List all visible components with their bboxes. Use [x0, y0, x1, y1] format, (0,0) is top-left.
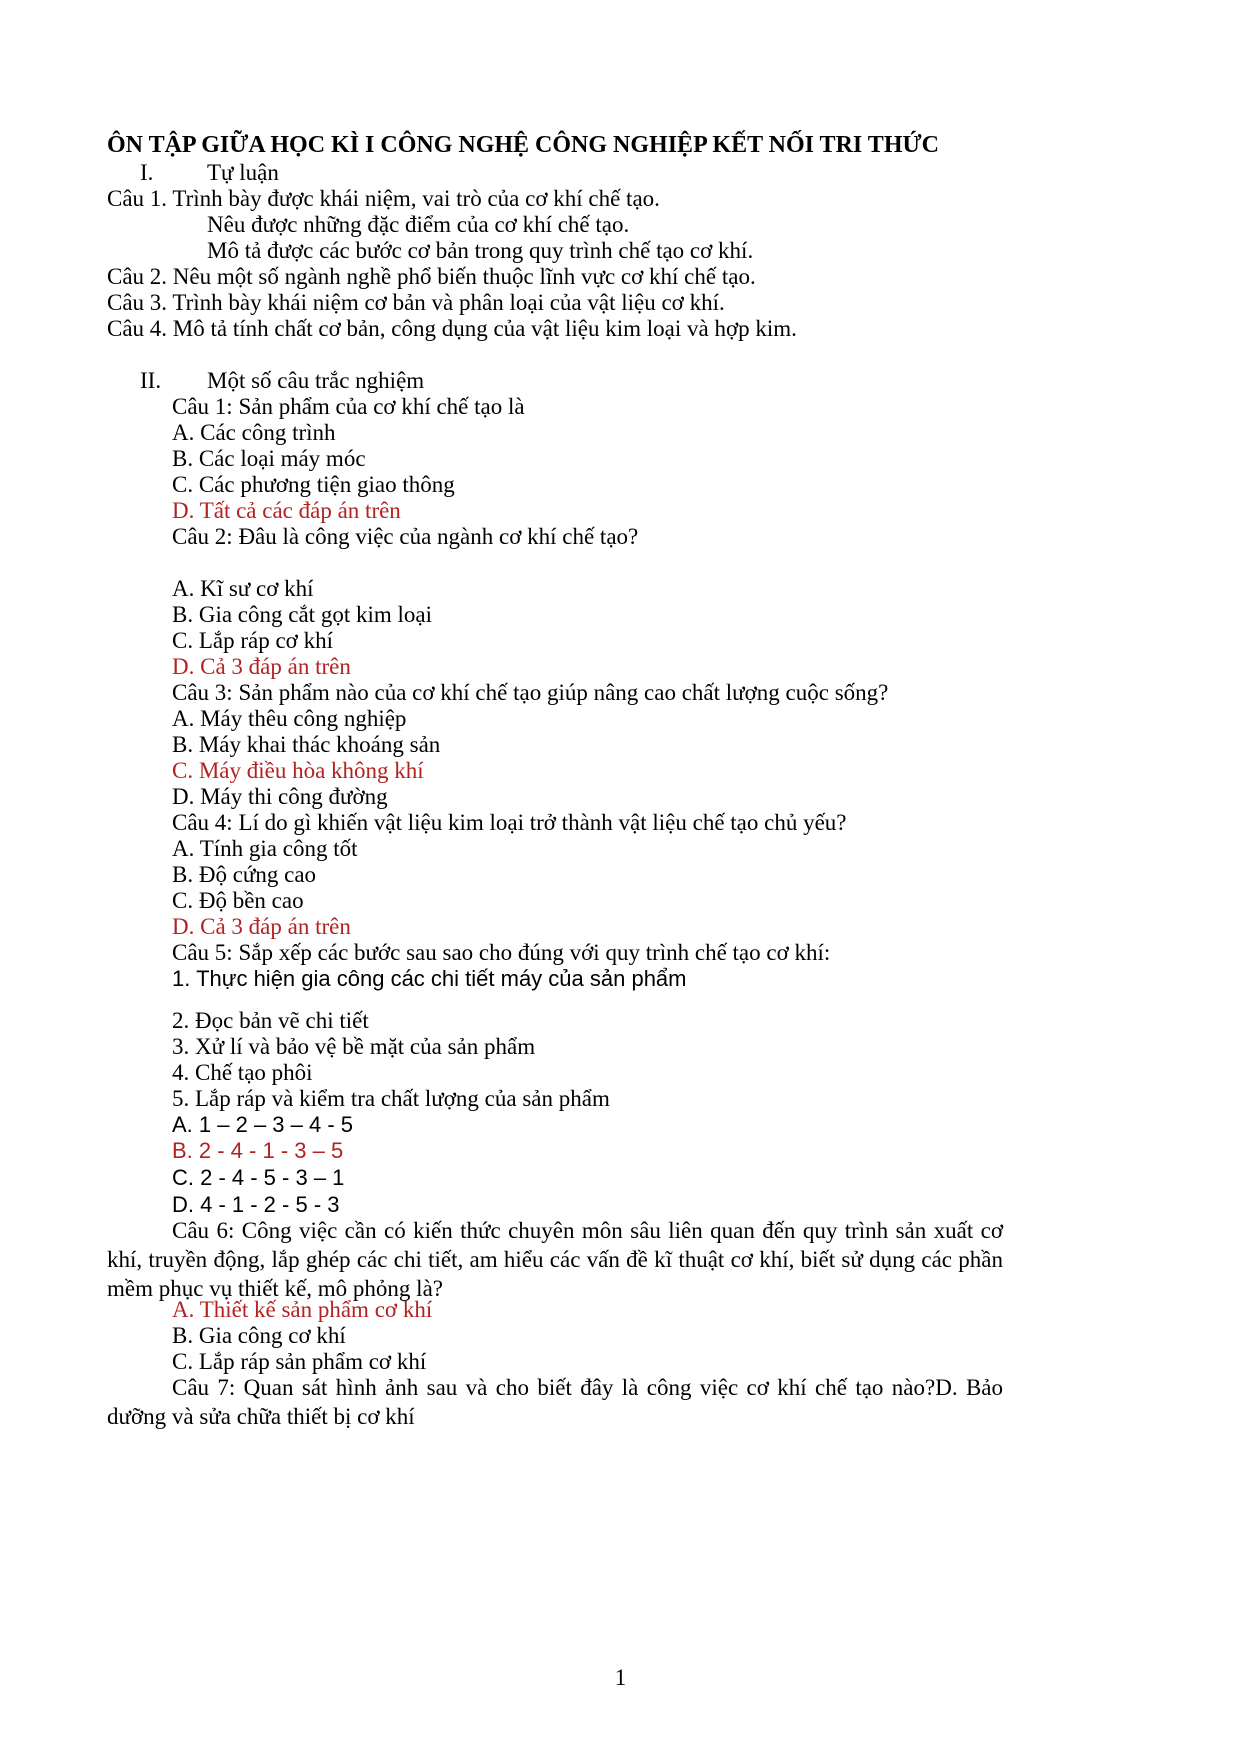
mcq-5-option-d: D. 4 - 1 - 2 - 5 - 3 — [172, 1192, 340, 1217]
mcq-3-question: Câu 3: Sản phẩm nào của cơ khí chế tạo giúp nâng cao chất lượng cuộc sống? — [172, 680, 889, 705]
mcq-3-option-c-correct: C. Máy điều hòa không khí — [172, 758, 424, 783]
mcq-4-option-c: C. Độ bền cao — [172, 888, 304, 913]
essay-question-4: Câu 4. Mô tả tính chất cơ bản, công dụng của vật liệu kim loại và hợp kim. — [107, 316, 797, 341]
mcq-7-question: Câu 7: Quan sát hình ảnh sau và cho biết đây là công việc cơ khí chế tạo nào?D. Bảo dưỡng và sửa chữa thiết bị cơ khí — [107, 1375, 1003, 1429]
essay-question-1: Câu 1. Trình bày được khái niệm, vai trò của cơ khí chế tạo. — [107, 186, 660, 211]
mcq-5-step-3: 3. Xử lí và bảo vệ bề mặt của sản phẩm — [172, 1034, 536, 1059]
mcq-5-question: Câu 5: Sắp xếp các bước sau sao cho đúng với quy trình chế tạo cơ khí: — [172, 940, 831, 965]
essay-question-1-line-3: Mô tả được các bước cơ bản trong quy trình chế tạo cơ khí. — [207, 238, 754, 263]
mcq-6-option-a-correct: A. Thiết kế sản phẩm cơ khí — [172, 1297, 433, 1322]
mcq-6-option-c: C. Lắp ráp sản phẩm cơ khí — [172, 1349, 427, 1374]
mcq-2-question: Câu 2: Đâu là công việc của ngành cơ khí chế tạo? — [172, 524, 639, 549]
mcq-5-step-2: 2. Đọc bản vẽ chi tiết — [172, 1008, 369, 1033]
mcq-3-option-a: A. Máy thêu công nghiệp — [172, 706, 407, 731]
mcq-1-option-c: C. Các phương tiện giao thông — [172, 472, 455, 497]
section-1-numeral: I. — [140, 160, 154, 185]
section-2-heading: Một số câu trắc nghiệm — [207, 368, 425, 393]
mcq-5-option-c: C. 2 - 4 - 5 - 3 – 1 — [172, 1165, 345, 1190]
mcq-2-option-b: B. Gia công cắt gọt kim loại — [172, 602, 432, 627]
mcq-5-step-1: 1. Thực hiện gia công các chi tiết máy của sản phẩm — [172, 966, 687, 991]
mcq-2-option-c: C. Lắp ráp cơ khí — [172, 628, 333, 653]
essay-question-3: Câu 3. Trình bày khái niệm cơ bản và phân loại của vật liệu cơ khí. — [107, 290, 725, 315]
mcq-6-question: Câu 6: Công việc cần có kiến thức chuyên môn sâu liên quan đến quy trình sản xuất cơ khí, truyền động, lắp ghép các chi tiết, am hiểu các vấn đề kĩ thuật cơ khí, biết sử dụng các phần mềm phục vụ thiết kế, mô phỏng là? — [107, 1218, 1003, 1301]
mcq-4-question: Câu 4: Lí do gì khiến vật liệu kim loại trở thành vật liệu chế tạo chủ yếu? — [172, 810, 847, 835]
document-title: ÔN TẬP GIỮA HỌC KÌ I CÔNG NGHỆ CÔNG NGHIỆP KẾT NỐI TRI THỨC — [107, 132, 939, 158]
section-1-heading: Tự luận — [207, 160, 279, 185]
mcq-5-step-4: 4. Chế tạo phôi — [172, 1060, 313, 1085]
essay-question-1-line-2: Nêu được những đặc điểm của cơ khí chế tạo. — [207, 212, 630, 237]
mcq-1-question: Câu 1: Sản phẩm của cơ khí chế tạo là — [172, 394, 525, 419]
mcq-1-option-b: B. Các loại máy móc — [172, 446, 366, 471]
mcq-4-option-a: A. Tính gia công tốt — [172, 836, 358, 861]
mcq-3-option-b: B. Máy khai thác khoáng sản — [172, 732, 441, 757]
mcq-5-step-5: 5. Lắp ráp và kiểm tra chất lượng của sản phẩm — [172, 1086, 610, 1111]
mcq-5-option-b-correct: B. 2 - 4 - 1 - 3 – 5 — [172, 1138, 344, 1163]
mcq-3-option-d: D. Máy thi công đường — [172, 784, 388, 809]
essay-question-2: Câu 2. Nêu một số ngành nghề phổ biến thuộc lĩnh vực cơ khí chế tạo. — [107, 264, 756, 289]
mcq-5-option-a: A. 1 – 2 – 3 – 4 - 5 — [172, 1112, 354, 1137]
mcq-2-option-d-correct: D. Cả 3 đáp án trên — [172, 654, 351, 679]
mcq-4-option-d-correct: D. Cả 3 đáp án trên — [172, 914, 351, 939]
page-number: 1 — [614, 1665, 627, 1690]
mcq-1-option-a: A. Các công trình — [172, 420, 336, 445]
mcq-1-option-d-correct: D. Tất cả các đáp án trên — [172, 498, 401, 523]
mcq-6-option-b: B. Gia công cơ khí — [172, 1323, 346, 1348]
mcq-4-option-b: B. Độ cứng cao — [172, 862, 317, 887]
mcq-2-option-a: A. Kĩ sư cơ khí — [172, 576, 314, 601]
section-2-numeral: II. — [140, 368, 162, 393]
